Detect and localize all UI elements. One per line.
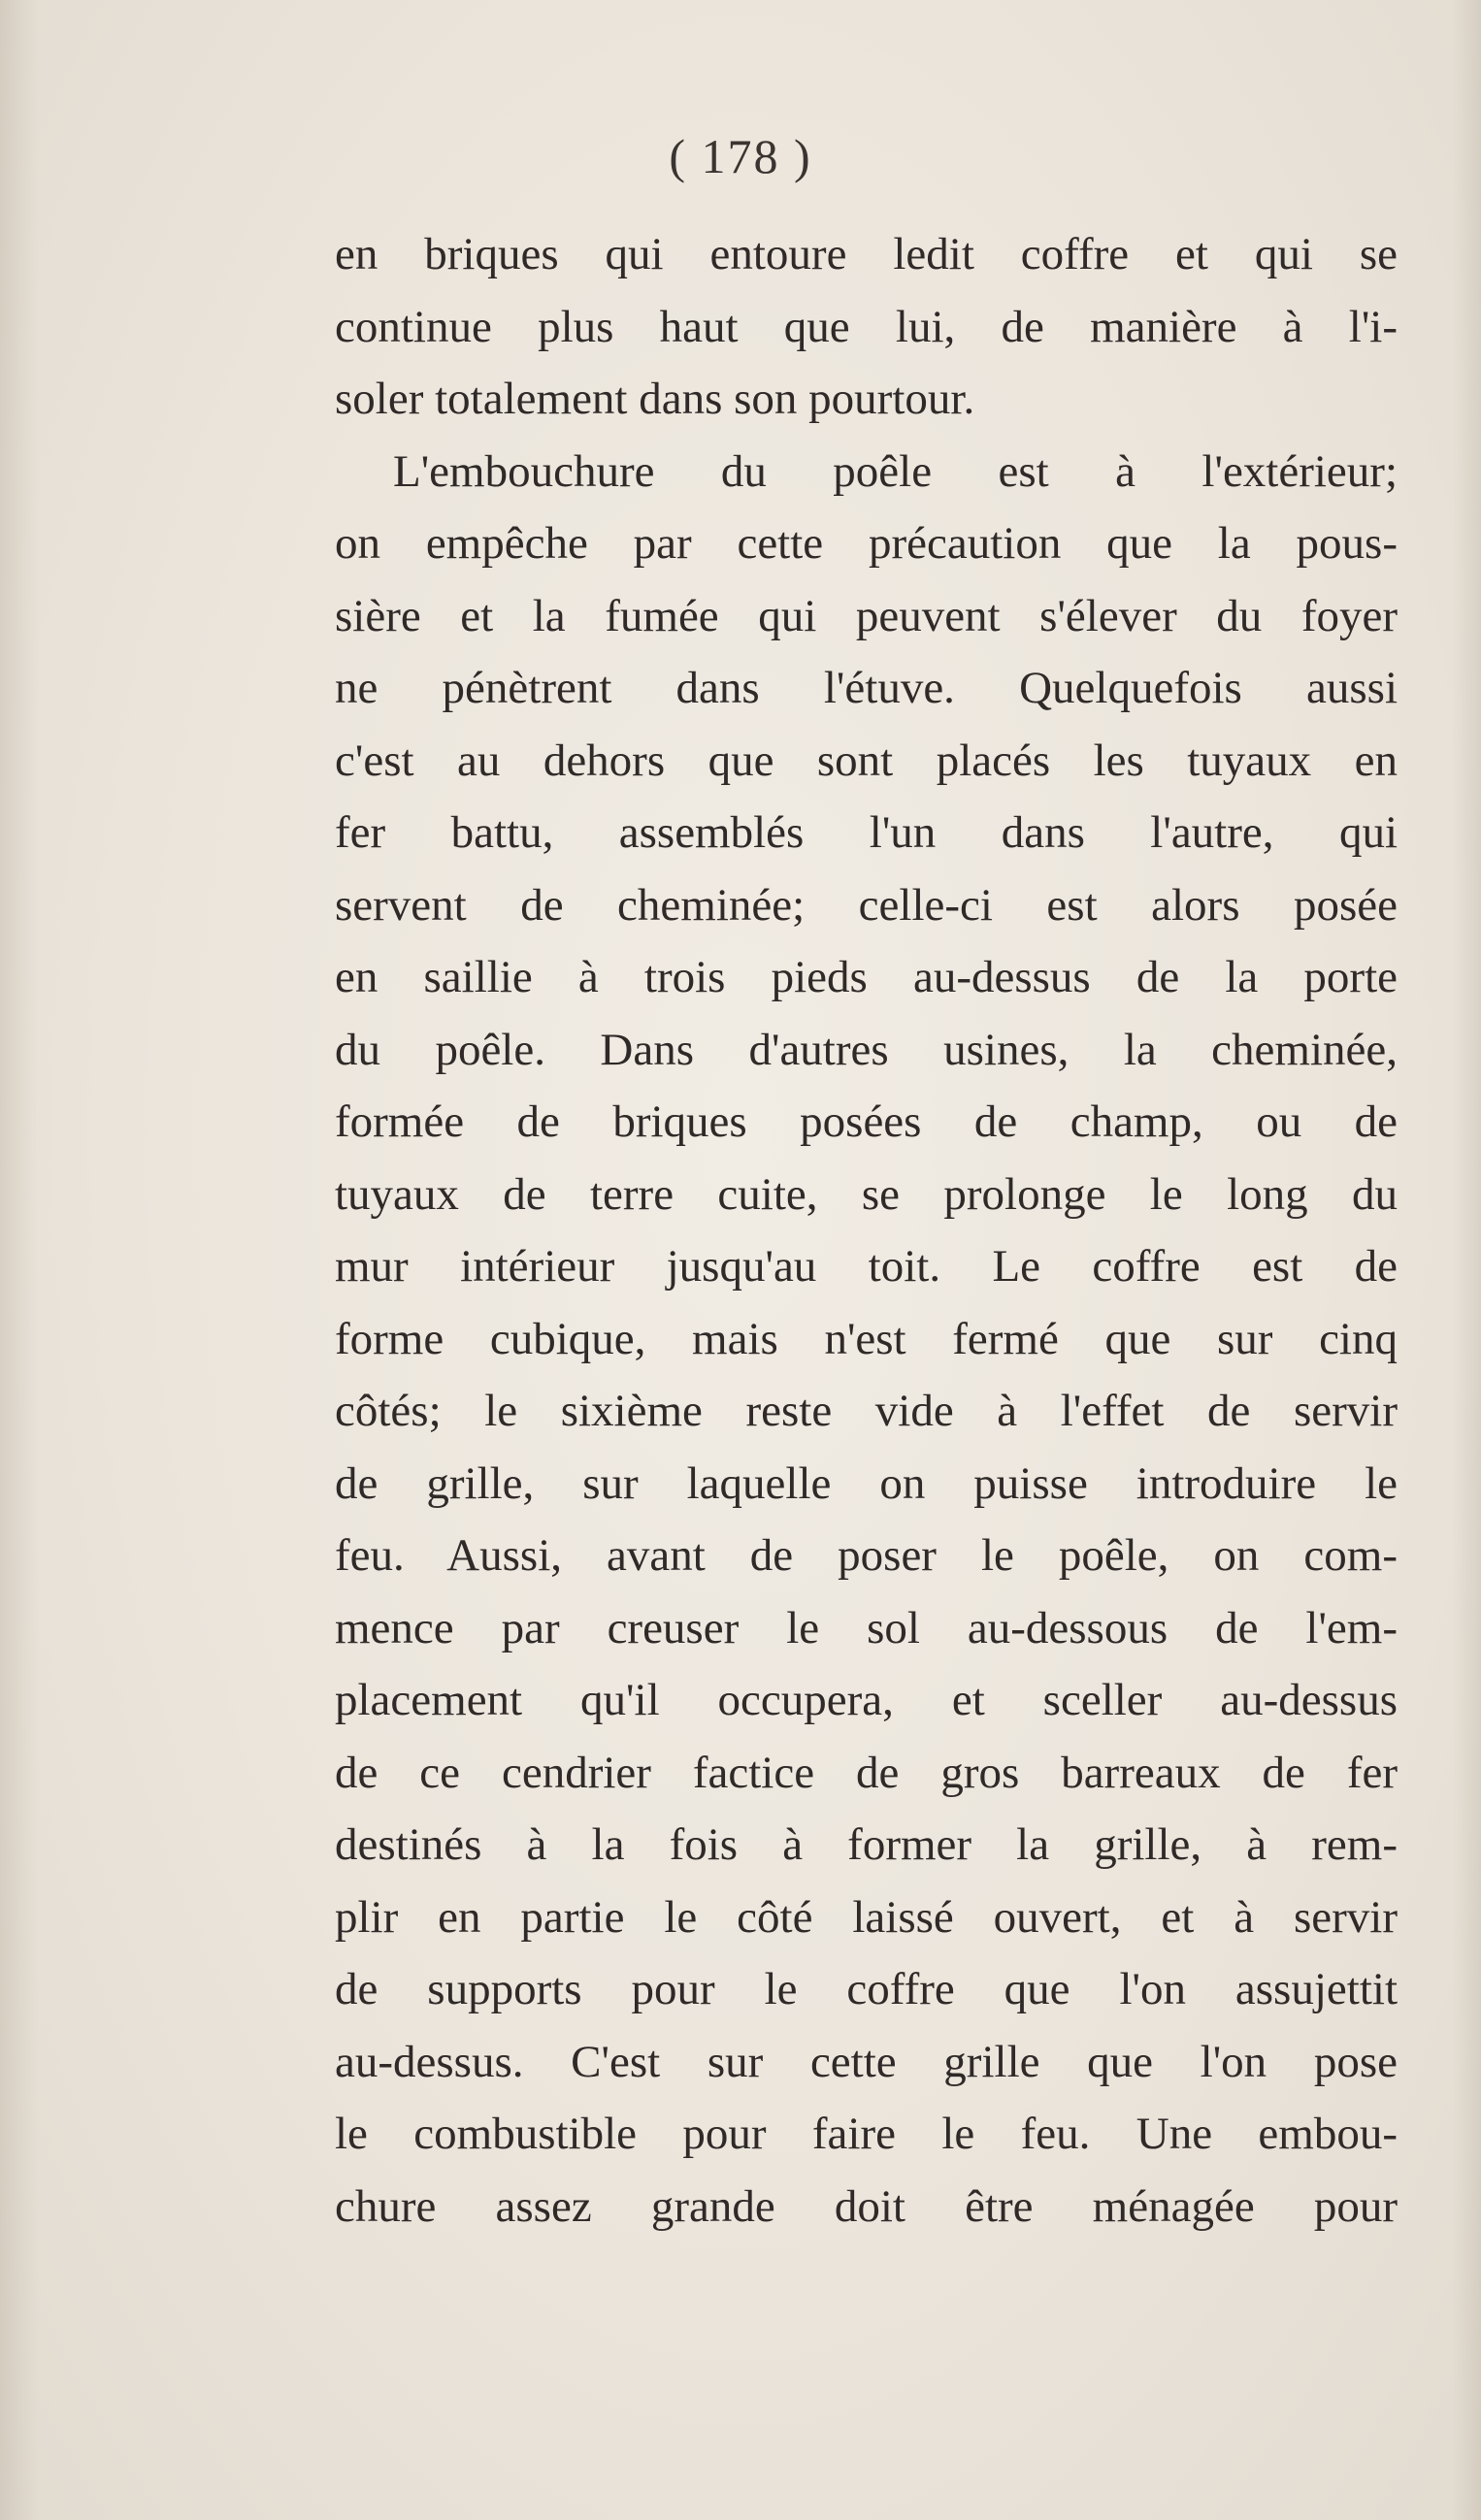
text-line: destinés à la fois à former la grille, à rem- bbox=[335, 1819, 1398, 1870]
page-number: ( 178 ) bbox=[669, 129, 812, 183]
text-line: en briques qui entoure ledit coffre et qui se bbox=[335, 229, 1398, 279]
text-line: fer battu, assemblés l'un dans l'autre, qui bbox=[335, 807, 1398, 858]
text-line: plir en partie le côté laissé ouvert, et à servir bbox=[335, 1891, 1398, 1943]
text-line: du poêle. Dans d'autres usines, la cheminée, bbox=[335, 1024, 1398, 1075]
text-line: de grille, sur laquelle on puisse introduire le bbox=[335, 1457, 1398, 1509]
text-line: au-dessus. C'est sur cette grille que l'on pose bbox=[335, 2036, 1398, 2087]
text-line: côtés; le sixième reste vide à l'effet de servir bbox=[335, 1386, 1398, 1436]
page-edge bbox=[1452, 0, 1481, 2520]
text-line: de ce cendrier factice de gros barreaux de fer bbox=[335, 1747, 1398, 1798]
text-line: L'embouchure du poêle est à l'extérieur; bbox=[393, 445, 1398, 497]
body-text bbox=[335, 218, 1398, 2242]
text-line: mur intérieur jusqu'au toit. Le coffre est de bbox=[335, 1241, 1398, 1292]
text-line: tuyaux de terre cuite, se prolonge le long du bbox=[335, 1168, 1398, 1220]
text-line: placement qu'il occupera, et sceller au-dessus bbox=[335, 1675, 1398, 1725]
text-line: feu. Aussi, avant de poser le poêle, on com- bbox=[335, 1530, 1398, 1581]
text-line: on empêche par cette précaution que la pous- bbox=[335, 518, 1398, 569]
text-line: en saillie à trois pieds au-dessus de la porte bbox=[335, 952, 1398, 1002]
text-line: le combustible pour faire le feu. Une embou- bbox=[335, 2109, 1398, 2159]
text-line: mence par creuser le sol au-dessous de l'em- bbox=[335, 1602, 1398, 1653]
text-line: continue plus haut que lui, de manière à l'i- bbox=[335, 301, 1398, 352]
text-line: servent de cheminée; celle-ci est alors posée bbox=[335, 879, 1398, 931]
text-line: sière et la fumée qui peuvent s'élever du foyer bbox=[335, 590, 1398, 641]
text-line: formée de briques posées de champ, ou de bbox=[335, 1096, 1398, 1147]
gutter-shadow bbox=[0, 0, 39, 2520]
text-line: soler totalement dans son pourtour. bbox=[335, 374, 975, 424]
text-line: chure assez grande doit être ménagée pour bbox=[335, 2180, 1398, 2232]
text-line: de supports pour le coffre que l'on assujettit bbox=[335, 1964, 1398, 2014]
text-line: ne pénètrent dans l'étuve. Quelquefois aussi bbox=[335, 663, 1398, 713]
text-line: forme cubique, mais n'est fermé que sur cinq bbox=[335, 1313, 1398, 1364]
text-line: c'est au dehors que sont placés les tuyaux en bbox=[335, 735, 1398, 786]
